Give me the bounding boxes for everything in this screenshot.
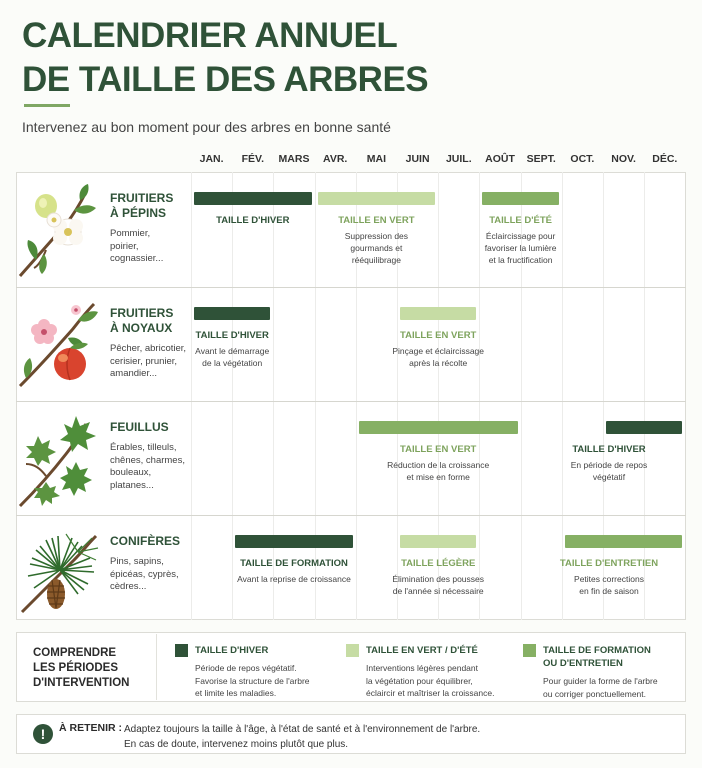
page-title: CALENDRIER ANNUEL DE TAILLE DES ARBRES — [22, 16, 429, 99]
month-label-juin: JUIN — [405, 153, 430, 165]
category-description: Érables, tilleuls, chênes, charmes, bouleaux, platanes... — [110, 442, 185, 491]
period-bar-taille-legere — [400, 535, 476, 548]
grid-row-separator — [16, 287, 686, 288]
grid-vline — [603, 172, 604, 620]
period-bar-taille-d-entretien — [565, 535, 683, 548]
period-info — [363, 444, 513, 483]
category-title: FRUITIERS À PÉPINS — [110, 191, 174, 220]
category-title: FEUILLUS — [110, 420, 169, 434]
month-label-nov: NOV. — [611, 153, 636, 165]
apple-blossom-icon — [16, 180, 102, 280]
month-label-fev: FÉV. — [241, 153, 264, 165]
period-bar-taille-de-formation — [235, 535, 353, 548]
period-info — [446, 215, 596, 266]
period-bar-taille-d-ete — [482, 192, 558, 205]
period-info — [301, 215, 451, 266]
legend-description: Interventions légères pendant la végétation pour équilibrer, éclaircir et maîtriser la croissance. — [366, 663, 495, 698]
category-title: FRUITIERS À NOYAUX — [110, 306, 174, 335]
period-description: En période de repos végétatif — [570, 460, 648, 482]
period-info — [534, 558, 684, 597]
period-description: Réduction de la croissance et mise en forme — [387, 460, 490, 482]
period-label: TAILLE D'HIVER — [195, 330, 269, 341]
legend-swatch-taille-d-hiver — [175, 644, 188, 657]
category-description: Pommier, poirier, cognassier... — [110, 228, 164, 264]
legend-swatch-taille-de-formation-ou-d-entretien — [523, 644, 536, 657]
period-description: Avant le démarrage de la végétation — [195, 346, 270, 368]
period-label: TAILLE EN VERT — [400, 330, 477, 341]
grid-row-separator — [16, 515, 686, 516]
legend-label: TAILLE EN VERT / D'ÉTÉ — [366, 645, 478, 656]
legend-label: TAILLE D'HIVER — [195, 645, 269, 656]
note-label: À RETENIR : — [59, 722, 122, 734]
period-description: Avant la reprise de croissance — [237, 574, 351, 584]
title-underline — [24, 104, 70, 107]
note-text: Adaptez toujours la taille à l'âge, à l'état de santé et à l'environnement de l'arbre. En cas de doute, intervenez moins plutôt que plus. — [124, 724, 481, 750]
grid-vline — [644, 172, 645, 620]
period-label: TAILLE LÉGÈRE — [401, 558, 476, 569]
month-label-oct: OCT. — [570, 153, 595, 165]
category-title: CONIFÈRES — [110, 534, 181, 548]
period-info — [219, 558, 369, 585]
maple-leaf-icon — [16, 408, 102, 510]
exclamation-icon: ! — [33, 724, 53, 744]
legend-title-text: COMPRENDRE LES PÉRIODES D'INTERVENTION — [33, 647, 130, 689]
peach-branch-icon — [16, 298, 102, 390]
period-info — [363, 558, 513, 597]
period-info — [534, 444, 684, 483]
period-bar-taille-en-vert — [318, 192, 436, 205]
legend-title — [33, 646, 129, 691]
period-label: TAILLE EN VERT — [400, 444, 477, 455]
period-bar-taille-en-vert — [400, 307, 476, 320]
legend-swatch-taille-en-vert-d-ete — [346, 644, 359, 657]
period-description: Éclaircissage pour favoriser la lumière et la fructification — [484, 231, 557, 265]
period-bar-taille-d-hiver — [194, 192, 312, 205]
month-label-juil: JUIL. — [445, 153, 472, 165]
month-label-mars: MARS — [278, 153, 310, 165]
month-label-avr: AVR. — [323, 153, 348, 165]
period-description: Pinçage et éclaircissage après la récolte — [392, 346, 485, 368]
period-info — [157, 330, 307, 369]
period-label: TAILLE EN VERT — [338, 215, 415, 226]
month-label-mai: MAI — [366, 153, 387, 165]
pine-cone-icon — [16, 522, 102, 616]
legend-description: Période de repos végétatif. Favorise la structure de l'arbre et limite les maladies. — [195, 663, 310, 698]
period-info — [363, 330, 513, 369]
legend-separator — [156, 634, 157, 700]
period-label: TAILLE D'ÉTÉ — [489, 215, 552, 226]
legend-description: Pour guider la forme de l'arbre ou corriger ponctuellement. — [543, 676, 658, 699]
grid-row-separator — [16, 401, 686, 402]
page-subtitle: Intervenez au bon moment pour des arbres en bonne santé — [22, 119, 391, 135]
period-label: TAILLE D'ENTRETIEN — [559, 558, 659, 569]
period-description: Petites corrections en fin de saison — [574, 574, 644, 596]
month-label-sept: SEPT. — [526, 153, 556, 165]
grid-vline — [191, 172, 192, 620]
period-bar-taille-en-vert — [359, 421, 518, 434]
month-label-jan: JAN. — [199, 153, 224, 165]
period-description: Élimination des pousses de l'année si nécessaire — [392, 574, 485, 596]
month-label-dec: DÉC. — [652, 153, 678, 165]
category-description: Pêcher, abricotier, cerisier, prunier, amandier... — [110, 343, 187, 379]
period-bar-taille-d-hiver — [606, 421, 682, 434]
category-description: Pins, sapins, épicéas, cyprès, cèdres... — [110, 556, 179, 592]
period-label: TAILLE D'HIVER — [216, 215, 290, 226]
period-label: TAILLE DE FORMATION — [240, 558, 348, 569]
grid-vline — [273, 172, 274, 620]
period-bar-taille-d-hiver — [194, 307, 270, 320]
legend-label: TAILLE DE FORMATION OU D'ENTRETIEN — [543, 645, 651, 669]
period-label: TAILLE D'HIVER — [572, 444, 646, 455]
month-label-aout: AOÛT — [485, 153, 515, 165]
period-description: Suppression des gourmands et rééquilibrage — [344, 231, 409, 265]
grid-vline — [232, 172, 233, 620]
